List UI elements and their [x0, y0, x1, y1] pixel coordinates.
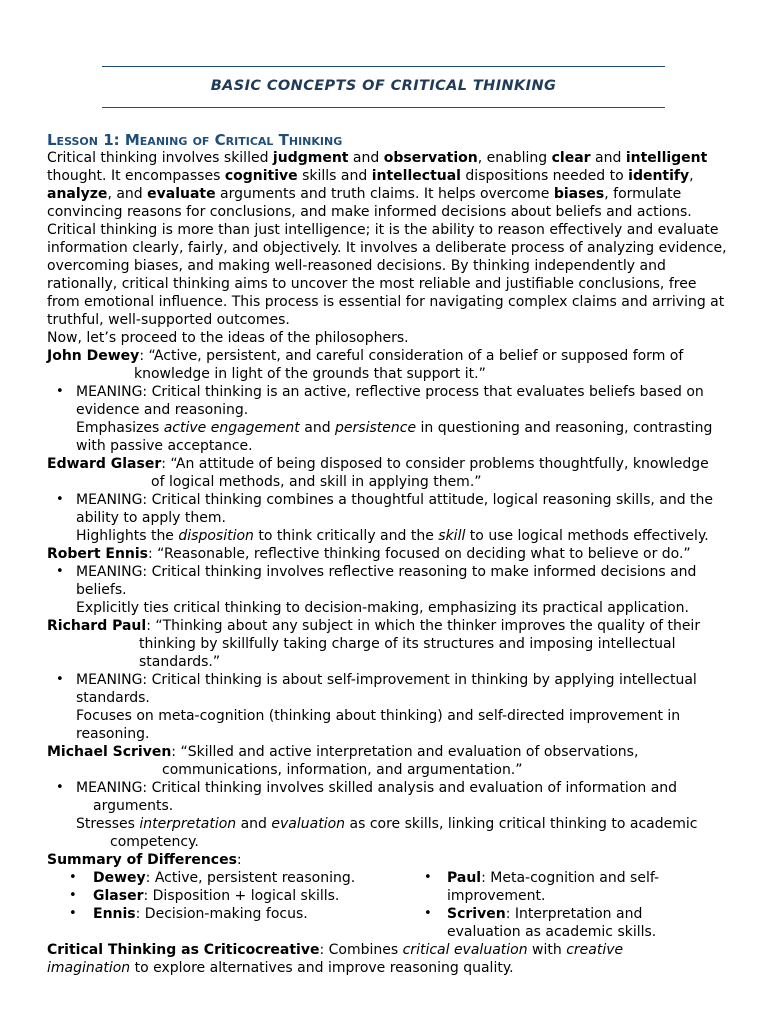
- italic-term: interpretation: [139, 816, 237, 832]
- italic-term: critical evaluation: [402, 942, 528, 958]
- quote-continuation: communications, information, and argumentation.”: [162, 762, 523, 778]
- intro-paragraph-2: Critical thinking is more than just intelligence; it is the ability to reason effectively and evaluate information clearly, fairly, and objectively. It involves a deliberate process of analyzing evidence, overcoming biases, and making well-reasoned decisions. By thinking independently and rationally, critical thinking aims to uncover the most reliable and justifiable conclusions, free from emotional influence. This process is essential for navigating complex claims and arriving at truthful, well-supported outcomes.: [47, 222, 727, 328]
- meaning-text: standards.: [76, 690, 150, 706]
- philosopher-dewey: [47, 347, 727, 455]
- dewey-definition: [47, 347, 727, 365]
- philosopher-glaser: [47, 455, 727, 545]
- emphasis-analyze: analyze: [47, 186, 108, 202]
- summary-item-scriven: [419, 905, 699, 941]
- glaser-definition: [47, 455, 727, 473]
- text-run: and: [590, 150, 626, 166]
- summary-name: Ennis: [93, 906, 136, 922]
- italic-term: skill: [438, 528, 466, 544]
- title-bottom-rule: [102, 107, 665, 108]
- italic-term: active engagement: [163, 420, 300, 436]
- meaning-text: MEANING: Critical thinking involves skilled analysis and evaluation of information and: [76, 780, 678, 796]
- intro-paragraph-1: [47, 149, 727, 221]
- quote-continuation: thinking by skillfully taking charge of its structures and imposing intellectual: [139, 636, 676, 652]
- meaning-text: MEANING: Critical thinking is about self-improvement in thinking by applying intellectual: [76, 672, 697, 688]
- philosopher-name: Edward Glaser: [47, 456, 162, 472]
- summary-text: : Active, persistent reasoning.: [145, 870, 356, 886]
- italic-term: imagination: [47, 960, 131, 976]
- text-run: thought. It encompasses: [47, 168, 225, 184]
- italic-term: evaluation: [271, 816, 346, 832]
- text-run: with passive acceptance.: [76, 438, 253, 454]
- text-run: and: [236, 816, 272, 832]
- meaning-text: ability to apply them.: [76, 510, 226, 526]
- emphasis-intellectual: intellectual: [371, 168, 461, 184]
- dewey-note: [47, 419, 727, 455]
- text-run: to explore alternatives and improve reasoning quality.: [130, 960, 514, 976]
- summary-text: : Interpretation and: [505, 906, 643, 922]
- text-run: dispositions needed to: [460, 168, 629, 184]
- text-run: and: [299, 420, 336, 436]
- philosopher-name: John Dewey: [47, 348, 140, 364]
- text-run: with: [527, 942, 567, 958]
- meaning-text: beliefs.: [76, 582, 127, 598]
- summary-right-list: [419, 869, 699, 941]
- summary-name: Paul: [447, 870, 482, 886]
- emphasis-clear: clear: [551, 150, 591, 166]
- meaning-text: MEANING: Critical thinking involves reflective reasoning to make informed decisions and: [76, 564, 697, 580]
- summary-text: : Disposition + logical skills.: [143, 888, 340, 904]
- scriven-meaning-list: [47, 779, 727, 815]
- intro-paragraph-3: Now, let’s proceed to the ideas of the philosophers.: [47, 330, 409, 346]
- quote-text: : “Skilled and active interpretation and evaluation of observations,: [171, 744, 639, 760]
- quote-continuation: knowledge in light of the grounds that support it.”: [134, 366, 486, 382]
- paul-meaning-list: [47, 671, 727, 707]
- emphasis-judgment: judgment: [272, 150, 349, 166]
- text-run: Stresses: [76, 816, 140, 832]
- document-title: BASIC CONCEPTS OF CRITICAL THINKING: [210, 78, 557, 94]
- ennis-definition: [47, 545, 727, 563]
- emphasis-evaluate: evaluate: [147, 186, 216, 202]
- paul-definition: [47, 617, 727, 635]
- italic-term: creative: [566, 942, 624, 958]
- meaning-text: MEANING: Critical thinking is an active, reflective process that evaluates beliefs based on: [76, 384, 704, 400]
- meaning-text: MEANING: Critical thinking combines a thoughtful attitude, logical reasoning skills, and the: [76, 492, 714, 508]
- glaser-note: [47, 527, 727, 545]
- text-run: to think critically and the: [253, 528, 439, 544]
- meaning-text: arguments.: [93, 798, 174, 814]
- criticocreative-paragraph: [47, 941, 727, 977]
- quote-text: : “Reasonable, reflective thinking focused on deciding what to believe or do.”: [148, 546, 691, 562]
- list-item: [47, 563, 727, 599]
- document-body: [47, 131, 727, 977]
- emphasis-cognitive: cognitive: [224, 168, 298, 184]
- dewey-meaning-list: [47, 383, 727, 419]
- philosopher-name: Michael Scriven: [47, 744, 172, 760]
- summary-text: : Meta-cognition and self-: [481, 870, 660, 886]
- summary-item-dewey: [47, 869, 407, 887]
- summary-columns: [47, 869, 727, 941]
- quote-text: : “Thinking about any subject in which the thinker improves the quality of their: [146, 618, 701, 634]
- list-item: [47, 671, 727, 707]
- summary-left-list: [47, 869, 407, 923]
- text-run: ,: [689, 168, 694, 184]
- text-run: , and: [107, 186, 148, 202]
- summary-item-ennis: [47, 905, 407, 923]
- text-run: to use logical methods effectively.: [465, 528, 709, 544]
- text-run: Emphasizes: [76, 420, 164, 436]
- lesson-heading: Lesson 1: Meaning of Critical Thinking: [47, 131, 343, 149]
- summary-item-paul: [419, 869, 699, 905]
- text-run: :: [236, 852, 242, 868]
- text-run: Critical thinking involves skilled: [47, 150, 273, 166]
- summary-item-glaser: [47, 887, 407, 905]
- summary-heading: [47, 851, 727, 869]
- summary-name: Dewey: [93, 870, 146, 886]
- summary-text: : Decision-making focus.: [135, 906, 308, 922]
- italic-term: persistence: [335, 420, 417, 436]
- criticocreative-term: Critical Thinking as Criticocreative: [47, 942, 320, 958]
- philosopher-scriven: [47, 743, 727, 851]
- text-run: Highlights the: [76, 528, 179, 544]
- philosopher-paul: [47, 617, 727, 743]
- list-item: [47, 491, 727, 527]
- text-run: arguments and truth claims. It helps overcome: [215, 186, 554, 202]
- philosopher-name: Richard Paul: [47, 618, 147, 634]
- quote-continuation: standards.”: [139, 654, 221, 670]
- ennis-note: Explicitly ties critical thinking to decision-making, emphasizing its practical application.: [76, 600, 689, 616]
- philosopher-ennis: [47, 545, 727, 617]
- philosopher-name: Robert Ennis: [47, 546, 149, 562]
- summary-name: Scriven: [447, 906, 506, 922]
- quote-text: : “An attitude of being disposed to consider problems thoughtfully, knowledge: [161, 456, 709, 472]
- summary-text: improvement.: [447, 888, 546, 904]
- text-run: competency.: [110, 834, 199, 850]
- scriven-definition: [47, 743, 727, 761]
- emphasis-biases: biases: [553, 186, 605, 202]
- text-run: skills and: [297, 168, 372, 184]
- summary-text: evaluation as academic skills.: [447, 924, 657, 940]
- list-item: [47, 383, 727, 419]
- emphasis-intelligent: intelligent: [625, 150, 708, 166]
- emphasis-identify: identify: [628, 168, 690, 184]
- text-run: as core skills, linking critical thinking to academic: [345, 816, 698, 832]
- italic-term: disposition: [178, 528, 254, 544]
- text-run: reasoning.: [76, 726, 150, 742]
- text-run: and: [348, 150, 384, 166]
- text-run: , formulate convincing reasons for conclusions, and make informed decisions about beliefs and actions.: [47, 186, 692, 220]
- summary-name: Glaser: [93, 888, 144, 904]
- glaser-meaning-list: [47, 491, 727, 527]
- title-top-rule: [102, 66, 665, 67]
- paul-note: [47, 707, 727, 743]
- ennis-meaning-list: [47, 563, 727, 599]
- quote-continuation: of logical methods, and skill in applying them.”: [151, 474, 482, 490]
- summary-heading-text: Summary of Differences: [47, 852, 237, 868]
- text-run: : Combines: [319, 942, 403, 958]
- quote-text: : “Active, persistent, and careful consideration of a belief or supposed form of: [139, 348, 684, 364]
- text-run: Focuses on meta-cognition (thinking about thinking) and self-directed improvement in: [76, 708, 681, 724]
- meaning-text: evidence and reasoning.: [76, 402, 249, 418]
- text-run: in questioning and reasoning, contrasting: [416, 420, 713, 436]
- emphasis-observation: observation: [383, 150, 478, 166]
- text-run: , enabling: [477, 150, 552, 166]
- scriven-note: [47, 815, 727, 851]
- list-item: [47, 779, 727, 815]
